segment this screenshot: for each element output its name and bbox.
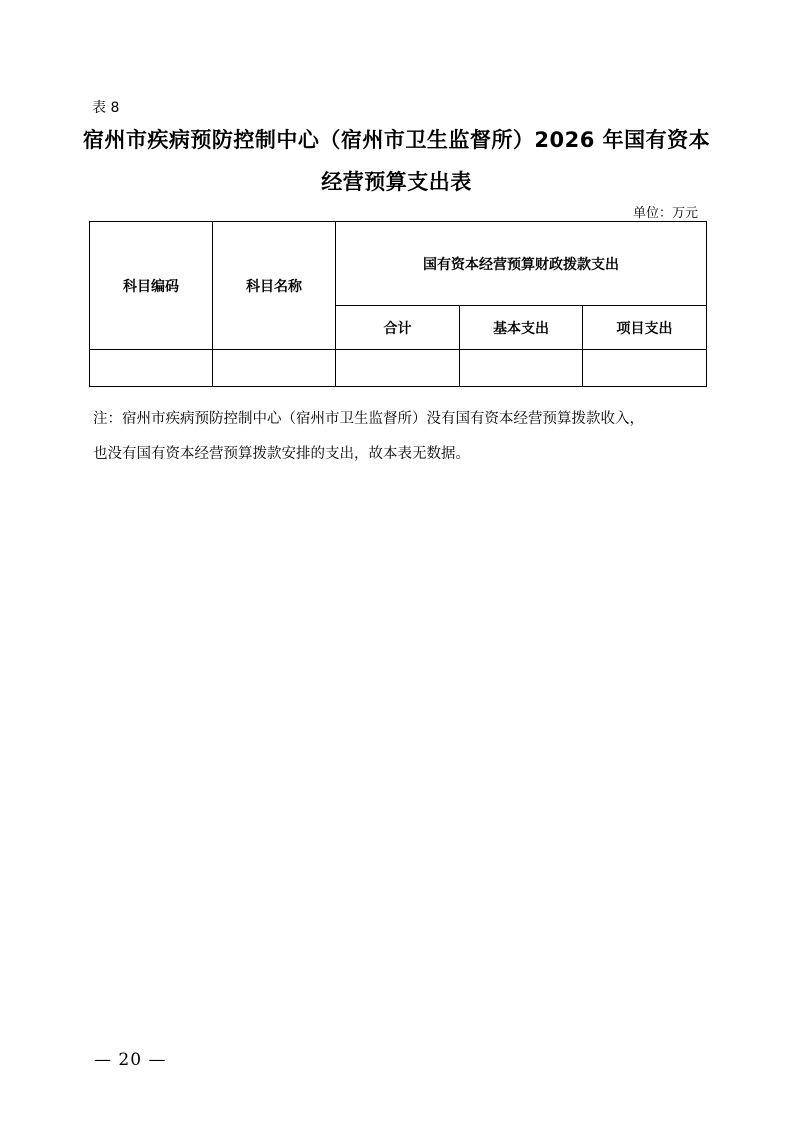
- table-cell: [460, 350, 583, 387]
- page-title-line-2: 经营预算支出表: [321, 170, 472, 194]
- header-group-fiscal-expenditure: 国有资本经营预算财政拨款支出: [336, 222, 707, 306]
- table-row: [90, 350, 707, 387]
- unit-label: 单位：万元: [632, 206, 698, 221]
- table-note: [93, 402, 713, 472]
- header-subject-code: 科目编码: [90, 222, 213, 350]
- table-number-label: 表 8: [92, 100, 120, 116]
- table-cell: [90, 350, 213, 387]
- note-line-2: 也没有国有资本经营预算拨款安排的支出，故本表无数据。: [93, 446, 470, 462]
- page-title-line-1: 宿州市疾病预防控制中心（宿州市卫生监督所）2026 年国有资本: [82, 128, 711, 152]
- table-cell: [336, 350, 460, 387]
- budget-expenditure-table: [89, 221, 707, 387]
- note-line-1: 注：宿州市疾病预防控制中心（宿州市卫生监督所）没有国有资本经营预算拨款收入，: [93, 411, 644, 427]
- header-basic-expenditure: 基本支出: [460, 306, 583, 350]
- header-subject-name: 科目名称: [213, 222, 336, 350]
- table-cell: [213, 350, 336, 387]
- page-number: — 20 —: [94, 1050, 167, 1070]
- header-total: 合计: [336, 306, 460, 350]
- table-cell: [583, 350, 707, 387]
- table-header-row: [90, 222, 707, 306]
- header-project-expenditure: 项目支出: [583, 306, 707, 350]
